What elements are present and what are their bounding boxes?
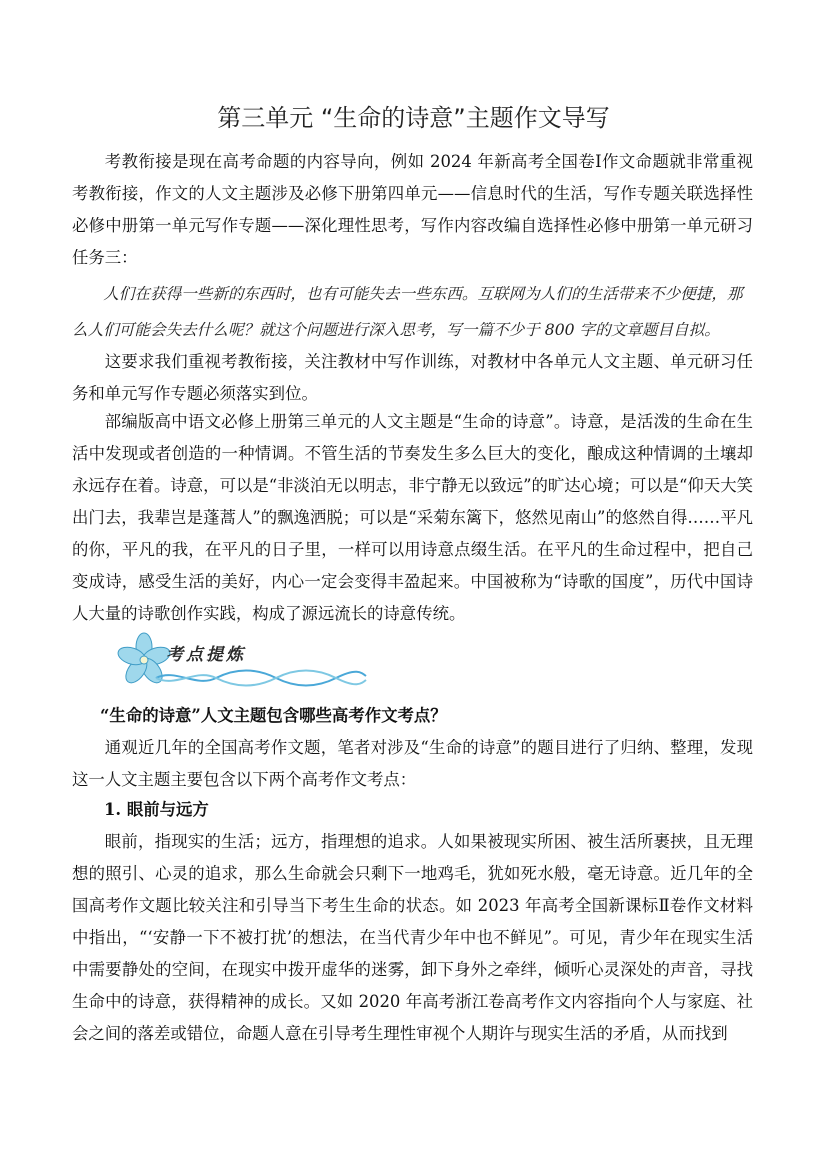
- banner-label: 考点提炼: [166, 645, 246, 665]
- paragraph-4: 通观近几年的全国高考作文题，笔者对涉及“生命的诗意”的题目进行了归纳、整理，发现这一人文主题主要包含以下两个高考作文考点：: [72, 738, 753, 789]
- paragraph-3: 部编版高中语文必修上册第三单元的人文主题是“生命的诗意”。诗意，是活泼的生命在生活中发现或者创造的一种情调。不管生活的节奏发生多么巨大的变化，酿成这种情调的土壤却永远存在着。诗意，可以是“非淡泊无以明志，非宁静无以致远”的旷达心境；可以是“仰天大笑出门去，我辈岂是蓬蒿人”的飘逸洒脱；可以是“采菊东篱下，悠然见南山”的悠然自得……平凡的你，平凡的我，在平凡的日子里，一样可以用诗意点缀生活。在平凡的生命过程中，把自己变成诗，感受生活的美好，内心一定会变得丰盈起来。中国被称为“诗歌的国度”，历代中国诗人大量的诗歌创作实践，构成了源远流长的诗意传统。: [72, 412, 753, 623]
- flower-icon: [116, 632, 376, 692]
- paragraph-2: 这要求我们重视考教衔接，关注教材中写作训练，对教材中各单元人文主题、单元研习任务和单元写作专题必须落实到位。: [72, 352, 753, 403]
- section-heading-1: 1. 眼前与远方: [104, 800, 209, 819]
- page-title: 第三单元 “生命的诗意”主题作文导写: [217, 104, 610, 132]
- paragraph-5: 眼前，指现实的生活；远方，指理想的追求。人如果被现实所困、被生活所裹挟，且无理想的照引、心灵的追求，那么生命就会只剩下一地鸡毛，犹如死水般，毫无诗意。近几年的全国高考作文题比较关注和引导当下考生生命的状态。如 2023 年高考全国新课标Ⅱ卷作文材料中指出，“‘安静一下不被打扰’的想法，在当代青少年中也不鲜见”。可见，青少年在现实生活中需要静处的空间，在现实中拨开虚华的迷雾，卸下身外之牵绊，倾听心灵深处的声音，寻找生命中的诗意，获得精神的成长。又如 2020 年高考浙江卷高考作文内容指向个人与家庭、社会之间的落差或错位，命题人意在引导考生理性审视个人期许与现实生活的矛盾，从而找到: [72, 832, 753, 1043]
- quote-paragraph: 人们在获得一些新的东西时，也有可能失去一些东西。互联网为人们的生活带来不少便捷，那么人们可能会失去什么呢？就这个问题进行深入思考，写一篇不少于 800 字的文章题目自拟。: [72, 285, 743, 339]
- question-heading: “生命的诗意”人文主题包含哪些高考作文考点？: [100, 706, 447, 725]
- intro-paragraph: 考教衔接是现在高考命题的内容导向，例如 2024 年新高考全国卷Ⅰ作文命题就非常重视考教衔接，作文的人文主题涉及必修下册第四单元——信息时代的生活，写作专题关联选择性必修中册第一单元写作专题——深化理性思考，写作内容改编自选择性必修中册第一单元研习任务三：: [72, 152, 753, 267]
- key-points-banner: [116, 632, 376, 692]
